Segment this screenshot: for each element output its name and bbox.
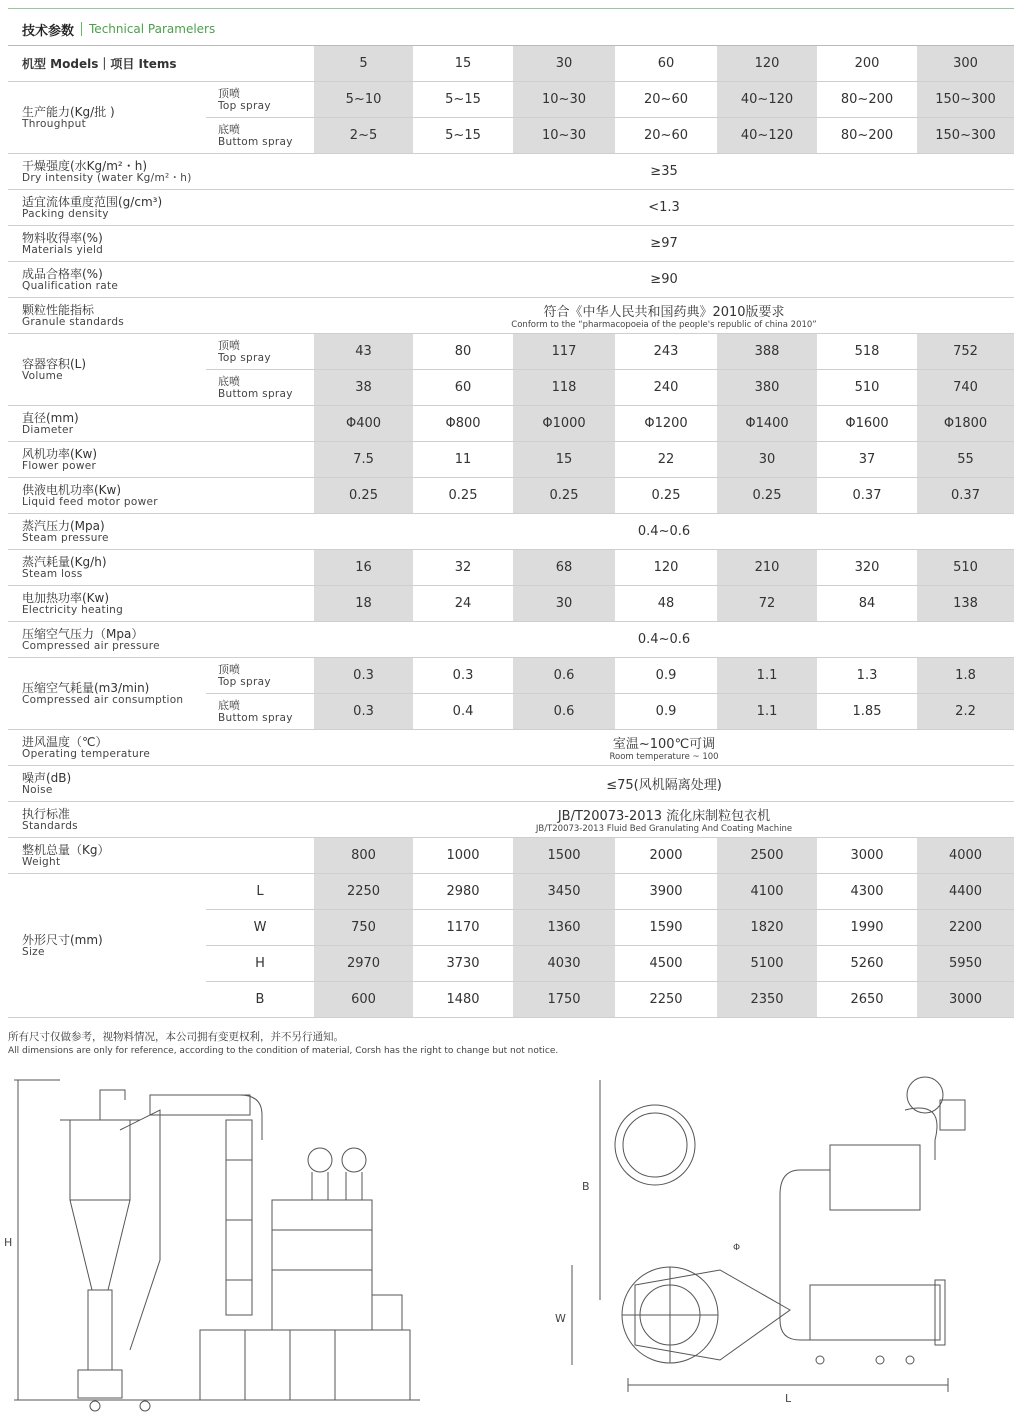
- merged-value: [314, 730, 1014, 766]
- value-cell: 0.9: [615, 658, 717, 694]
- label-zh: 颗粒性能指标: [22, 302, 95, 317]
- value-cell: 600: [314, 982, 413, 1018]
- value-cell: 210: [717, 550, 817, 586]
- value-cell: 0.6: [513, 694, 615, 730]
- value-cell: 1.85: [817, 694, 917, 730]
- sub-label: B: [206, 982, 314, 1018]
- dim-phi-label: Φ: [733, 1243, 741, 1253]
- value-cell: 117: [513, 334, 615, 370]
- label-en: Granule standards: [22, 315, 125, 328]
- value-cell: 5100: [717, 946, 817, 982]
- label-zh: 整机总量（Kg）: [22, 842, 110, 857]
- value-cell: 1480: [413, 982, 513, 1018]
- label-zh: 蒸汽压力(Mpa): [22, 518, 105, 533]
- label-en: Diameter: [22, 423, 74, 436]
- sub-label-en: Top spray: [218, 351, 271, 364]
- sub-label-zh: 底喷: [218, 374, 240, 388]
- value-cell: 1990: [817, 910, 917, 946]
- value-cell: 43: [314, 334, 413, 370]
- value-cell: 4500: [615, 946, 717, 982]
- table-row: [8, 550, 1014, 586]
- label-zh: 执行标准: [22, 806, 71, 821]
- label-en: Volume: [22, 369, 63, 382]
- sub-label-zh: 顶喷: [218, 662, 240, 676]
- row-label: [8, 154, 314, 190]
- value-cell: 150~300: [917, 82, 1014, 118]
- table-row: [8, 802, 1014, 838]
- value-cell: 5260: [817, 946, 917, 982]
- row-label: [8, 622, 314, 658]
- merged-value: [314, 298, 1014, 334]
- value-cell: Φ1800: [917, 406, 1014, 442]
- value-cell: 80~200: [817, 82, 917, 118]
- value-cell: 2.2: [917, 694, 1014, 730]
- value-cell: 4000: [917, 838, 1014, 874]
- row-label: [8, 514, 314, 550]
- label-en: Throughput: [22, 117, 86, 130]
- row-label: [8, 658, 206, 730]
- table-row: [8, 406, 1014, 442]
- row-label: [8, 406, 314, 442]
- label-zh: 适宜流体重度范围(g/cm³): [22, 194, 163, 209]
- value-cell: 37: [817, 442, 917, 478]
- merged-value-zh: 室温~100℃可调: [612, 737, 716, 752]
- value-cell: 84: [817, 586, 917, 622]
- sub-label: [206, 118, 314, 154]
- label-en: Qualification rate: [22, 279, 119, 292]
- label-zh: 外形尺寸(mm): [22, 932, 103, 947]
- value-cell: 4300: [817, 874, 917, 910]
- row-label: [8, 586, 314, 622]
- value-cell: 10~30: [513, 82, 615, 118]
- value-cell: 3000: [817, 838, 917, 874]
- label-en: Liquid feed motor power: [22, 495, 158, 508]
- value-cell: Φ1000: [513, 406, 615, 442]
- row-label: [8, 262, 314, 298]
- merged-value-zh: 符合《中华人民共和国药典》2010版要求: [543, 305, 785, 320]
- value-cell: 30: [513, 586, 615, 622]
- sub-label-zh: 顶喷: [218, 338, 240, 352]
- merged-value-en: Conform to the “pharmacopoeia of the people's republic of china 2010”: [511, 320, 817, 330]
- value-cell: 510: [917, 550, 1014, 586]
- value-cell: 1.8: [917, 658, 1014, 694]
- footnote-en: All dimensions are only for reference, according to the condition of material, Corsh has the right to change but not notice.: [8, 1046, 559, 1056]
- value-cell: 150~300: [917, 118, 1014, 154]
- table-row: [8, 730, 1014, 766]
- label-en: Weight: [22, 855, 61, 868]
- value-cell: 20~60: [615, 82, 717, 118]
- value-cell: 5~15: [413, 82, 513, 118]
- table-row: [8, 226, 1014, 262]
- value-cell: 0.9: [615, 694, 717, 730]
- label-zh: 风机功率(Kw): [22, 446, 98, 461]
- value-cell: 518: [817, 334, 917, 370]
- value-cell: 68: [513, 550, 615, 586]
- model-cell: 120: [717, 46, 817, 82]
- value-cell: 0.3: [314, 658, 413, 694]
- value-cell: 1590: [615, 910, 717, 946]
- sub-label: [206, 82, 314, 118]
- label-en: Dry intensity (water Kg/m²・h): [22, 171, 192, 184]
- value-cell: 30: [717, 442, 817, 478]
- sub-label-zh: 底喷: [218, 122, 240, 136]
- value-cell: 0.4: [413, 694, 513, 730]
- label-zh: 进风温度（℃）: [22, 734, 108, 749]
- value-cell: 2500: [717, 838, 817, 874]
- merged-value-en: Room temperature ~ 100: [609, 752, 719, 762]
- value-cell: 2650: [817, 982, 917, 1018]
- sub-label: H: [206, 946, 314, 982]
- value-cell: 5~15: [413, 118, 513, 154]
- model-cell: 60: [615, 46, 717, 82]
- value-cell: 0.25: [615, 478, 717, 514]
- value-cell: 32: [413, 550, 513, 586]
- label-en: Size: [22, 945, 45, 958]
- sub-label-en: Buttom spray: [218, 387, 293, 400]
- dim-h-label: H: [4, 1236, 13, 1249]
- table-row: [8, 586, 1014, 622]
- merged-value: <1.3: [314, 190, 1014, 226]
- sub-label-en: Top spray: [218, 99, 271, 112]
- sub-label-en: Buttom spray: [218, 135, 293, 148]
- table-row: [8, 154, 1014, 190]
- model-cell: 15: [413, 46, 513, 82]
- table-row: [8, 838, 1014, 874]
- value-cell: 15: [513, 442, 615, 478]
- table-row: [8, 262, 1014, 298]
- value-cell: Φ1200: [615, 406, 717, 442]
- row-label: [8, 334, 206, 406]
- table-row: [8, 874, 1014, 910]
- row-label: [8, 82, 206, 154]
- value-cell: Φ800: [413, 406, 513, 442]
- merged-value: ≥97: [314, 226, 1014, 262]
- sub-label: [206, 694, 314, 730]
- value-cell: 20~60: [615, 118, 717, 154]
- label-zh: 干燥强度(水Kg/m²・h): [22, 158, 147, 173]
- value-cell: Φ400: [314, 406, 413, 442]
- value-cell: 24: [413, 586, 513, 622]
- table-row: [8, 298, 1014, 334]
- sub-label-zh: 顶喷: [218, 86, 240, 100]
- label-zh: 噪声(dB): [22, 770, 72, 785]
- value-cell: 1820: [717, 910, 817, 946]
- label-en: Standards: [22, 819, 78, 832]
- table-row: [8, 514, 1014, 550]
- label-en: Operating temperature: [22, 747, 151, 760]
- table-row: [8, 622, 1014, 658]
- value-cell: 3450: [513, 874, 615, 910]
- section-title-zh: 技术参数: [22, 23, 75, 39]
- value-cell: 1.1: [717, 658, 817, 694]
- section-header: [22, 18, 215, 40]
- dim-l-label: L: [785, 1392, 792, 1405]
- value-cell: 4400: [917, 874, 1014, 910]
- value-cell: 40~120: [717, 82, 817, 118]
- footnote: [8, 1030, 558, 1058]
- label-zh: 蒸汽耗量(Kg/h): [22, 554, 107, 569]
- spec-table: [8, 46, 1014, 1018]
- row-label: [8, 442, 314, 478]
- value-cell: 1000: [413, 838, 513, 874]
- value-cell: 1.3: [817, 658, 917, 694]
- row-label: [8, 298, 314, 334]
- value-cell: 7.5: [314, 442, 413, 478]
- table-row: [8, 334, 1014, 370]
- row-label: [8, 550, 314, 586]
- sub-label: [206, 658, 314, 694]
- row-label: [8, 190, 314, 226]
- value-cell: 118: [513, 370, 615, 406]
- label-zh: 成品合格率(%): [22, 266, 103, 281]
- value-cell: 0.3: [314, 694, 413, 730]
- value-cell: 752: [917, 334, 1014, 370]
- value-cell: 2200: [917, 910, 1014, 946]
- merged-value: ≤75(风机隔离处理): [314, 766, 1014, 802]
- value-cell: 0.25: [513, 478, 615, 514]
- top-view-drawing: [555, 1077, 965, 1405]
- value-cell: 320: [817, 550, 917, 586]
- model-cell: 300: [917, 46, 1014, 82]
- value-cell: 22: [615, 442, 717, 478]
- merged-value: ≥35: [314, 154, 1014, 190]
- value-cell: 0.37: [817, 478, 917, 514]
- label-en: Noise: [22, 783, 53, 796]
- value-cell: 0.6: [513, 658, 615, 694]
- label-en: Electricity heating: [22, 603, 124, 616]
- value-cell: 11: [413, 442, 513, 478]
- sub-label-zh: 底喷: [218, 698, 240, 712]
- footnote-zh: 所有尺寸仅做参考，视物料情况，本公司拥有变更权利，并不另行通知。: [8, 1031, 344, 1043]
- value-cell: 80~200: [817, 118, 917, 154]
- value-cell: 2250: [314, 874, 413, 910]
- table-row: [8, 658, 1014, 694]
- label-zh: 物料收得率(%): [22, 230, 103, 245]
- sub-label: W: [206, 910, 314, 946]
- label-zh: 生产能力(Kg/批 ): [22, 104, 115, 119]
- value-cell: 4030: [513, 946, 615, 982]
- label-en: Compressed air pressure: [22, 639, 160, 652]
- row-label: [8, 730, 314, 766]
- value-cell: 2350: [717, 982, 817, 1018]
- value-cell: 0.25: [413, 478, 513, 514]
- value-cell: 120: [615, 550, 717, 586]
- value-cell: 60: [413, 370, 513, 406]
- models-label: 机型 Models｜项目 Items: [8, 46, 314, 82]
- sub-label: [206, 334, 314, 370]
- merged-value: 0.4~0.6: [314, 622, 1014, 658]
- value-cell: 2250: [615, 982, 717, 1018]
- merged-value: 0.4~0.6: [314, 514, 1014, 550]
- label-en: Materials yield: [22, 243, 104, 256]
- row-label: [8, 766, 314, 802]
- label-en: Flower power: [22, 459, 97, 472]
- label-zh: 供液电机功率(Kw): [22, 482, 122, 497]
- label-zh: 直径(mm): [22, 410, 79, 425]
- label-en: Packing density: [22, 207, 109, 220]
- value-cell: Φ1600: [817, 406, 917, 442]
- value-cell: 0.25: [314, 478, 413, 514]
- merged-value: [314, 802, 1014, 838]
- row-label: [8, 874, 206, 1018]
- value-cell: 2980: [413, 874, 513, 910]
- value-cell: 5950: [917, 946, 1014, 982]
- row-label: [8, 478, 314, 514]
- row-label: [8, 226, 314, 262]
- value-cell: 0.25: [717, 478, 817, 514]
- dim-b-label: B: [582, 1180, 590, 1193]
- value-cell: 243: [615, 334, 717, 370]
- sub-label: [206, 370, 314, 406]
- value-cell: 740: [917, 370, 1014, 406]
- model-cell: 30: [513, 46, 615, 82]
- value-cell: 800: [314, 838, 413, 874]
- table-row: [8, 478, 1014, 514]
- value-cell: Φ1400: [717, 406, 817, 442]
- value-cell: 2~5: [314, 118, 413, 154]
- merged-value: ≥90: [314, 262, 1014, 298]
- label-zh: 压缩空气压力（Mpa）: [22, 626, 144, 641]
- value-cell: 72: [717, 586, 817, 622]
- label-en: Steam pressure: [22, 531, 109, 544]
- dim-w-label: W: [555, 1312, 566, 1325]
- value-cell: 2970: [314, 946, 413, 982]
- value-cell: 510: [817, 370, 917, 406]
- value-cell: 380: [717, 370, 817, 406]
- table-row: [8, 442, 1014, 478]
- label-zh: 电加热功率(Kw): [22, 590, 110, 605]
- value-cell: 16: [314, 550, 413, 586]
- label-en: Compressed air consumption: [22, 693, 184, 706]
- label-zh: 容器容积(L): [22, 356, 87, 371]
- sub-label-en: Top spray: [218, 675, 271, 688]
- table-row: [8, 190, 1014, 226]
- value-cell: 388: [717, 334, 817, 370]
- merged-value-en: JB/T20073-2013 Fluid Bed Granulating And Coating Machine: [535, 824, 793, 834]
- row-label: [8, 802, 314, 838]
- label-en: Steam loss: [22, 567, 83, 580]
- value-cell: 1170: [413, 910, 513, 946]
- sub-label: L: [206, 874, 314, 910]
- table-row: [8, 766, 1014, 802]
- value-cell: 138: [917, 586, 1014, 622]
- value-cell: 3900: [615, 874, 717, 910]
- value-cell: 0.3: [413, 658, 513, 694]
- value-cell: 240: [615, 370, 717, 406]
- row-label: [8, 838, 314, 874]
- model-cell: 200: [817, 46, 917, 82]
- sub-label-en: Buttom spray: [218, 711, 293, 724]
- value-cell: 1.1: [717, 694, 817, 730]
- value-cell: 750: [314, 910, 413, 946]
- value-cell: 1360: [513, 910, 615, 946]
- value-cell: 1750: [513, 982, 615, 1018]
- value-cell: 4100: [717, 874, 817, 910]
- value-cell: 5~10: [314, 82, 413, 118]
- value-cell: 38: [314, 370, 413, 406]
- table-row: [8, 82, 1014, 118]
- value-cell: 3730: [413, 946, 513, 982]
- value-cell: 80: [413, 334, 513, 370]
- value-cell: 0.37: [917, 478, 1014, 514]
- section-title-en: Technical Paramelers: [89, 22, 216, 36]
- value-cell: 55: [917, 442, 1014, 478]
- value-cell: 48: [615, 586, 717, 622]
- model-cell: 5: [314, 46, 413, 82]
- front-view-drawing: [4, 1080, 420, 1411]
- value-cell: 10~30: [513, 118, 615, 154]
- value-cell: 40~120: [717, 118, 817, 154]
- machine-drawings: [0, 1060, 1022, 1417]
- value-cell: 1500: [513, 838, 615, 874]
- value-cell: 18: [314, 586, 413, 622]
- value-cell: 2000: [615, 838, 717, 874]
- merged-value-zh: JB/T20073-2013 流化床制粒包衣机: [557, 809, 771, 824]
- label-zh: 压缩空气耗量(m3/min): [22, 680, 150, 695]
- value-cell: 3000: [917, 982, 1014, 1018]
